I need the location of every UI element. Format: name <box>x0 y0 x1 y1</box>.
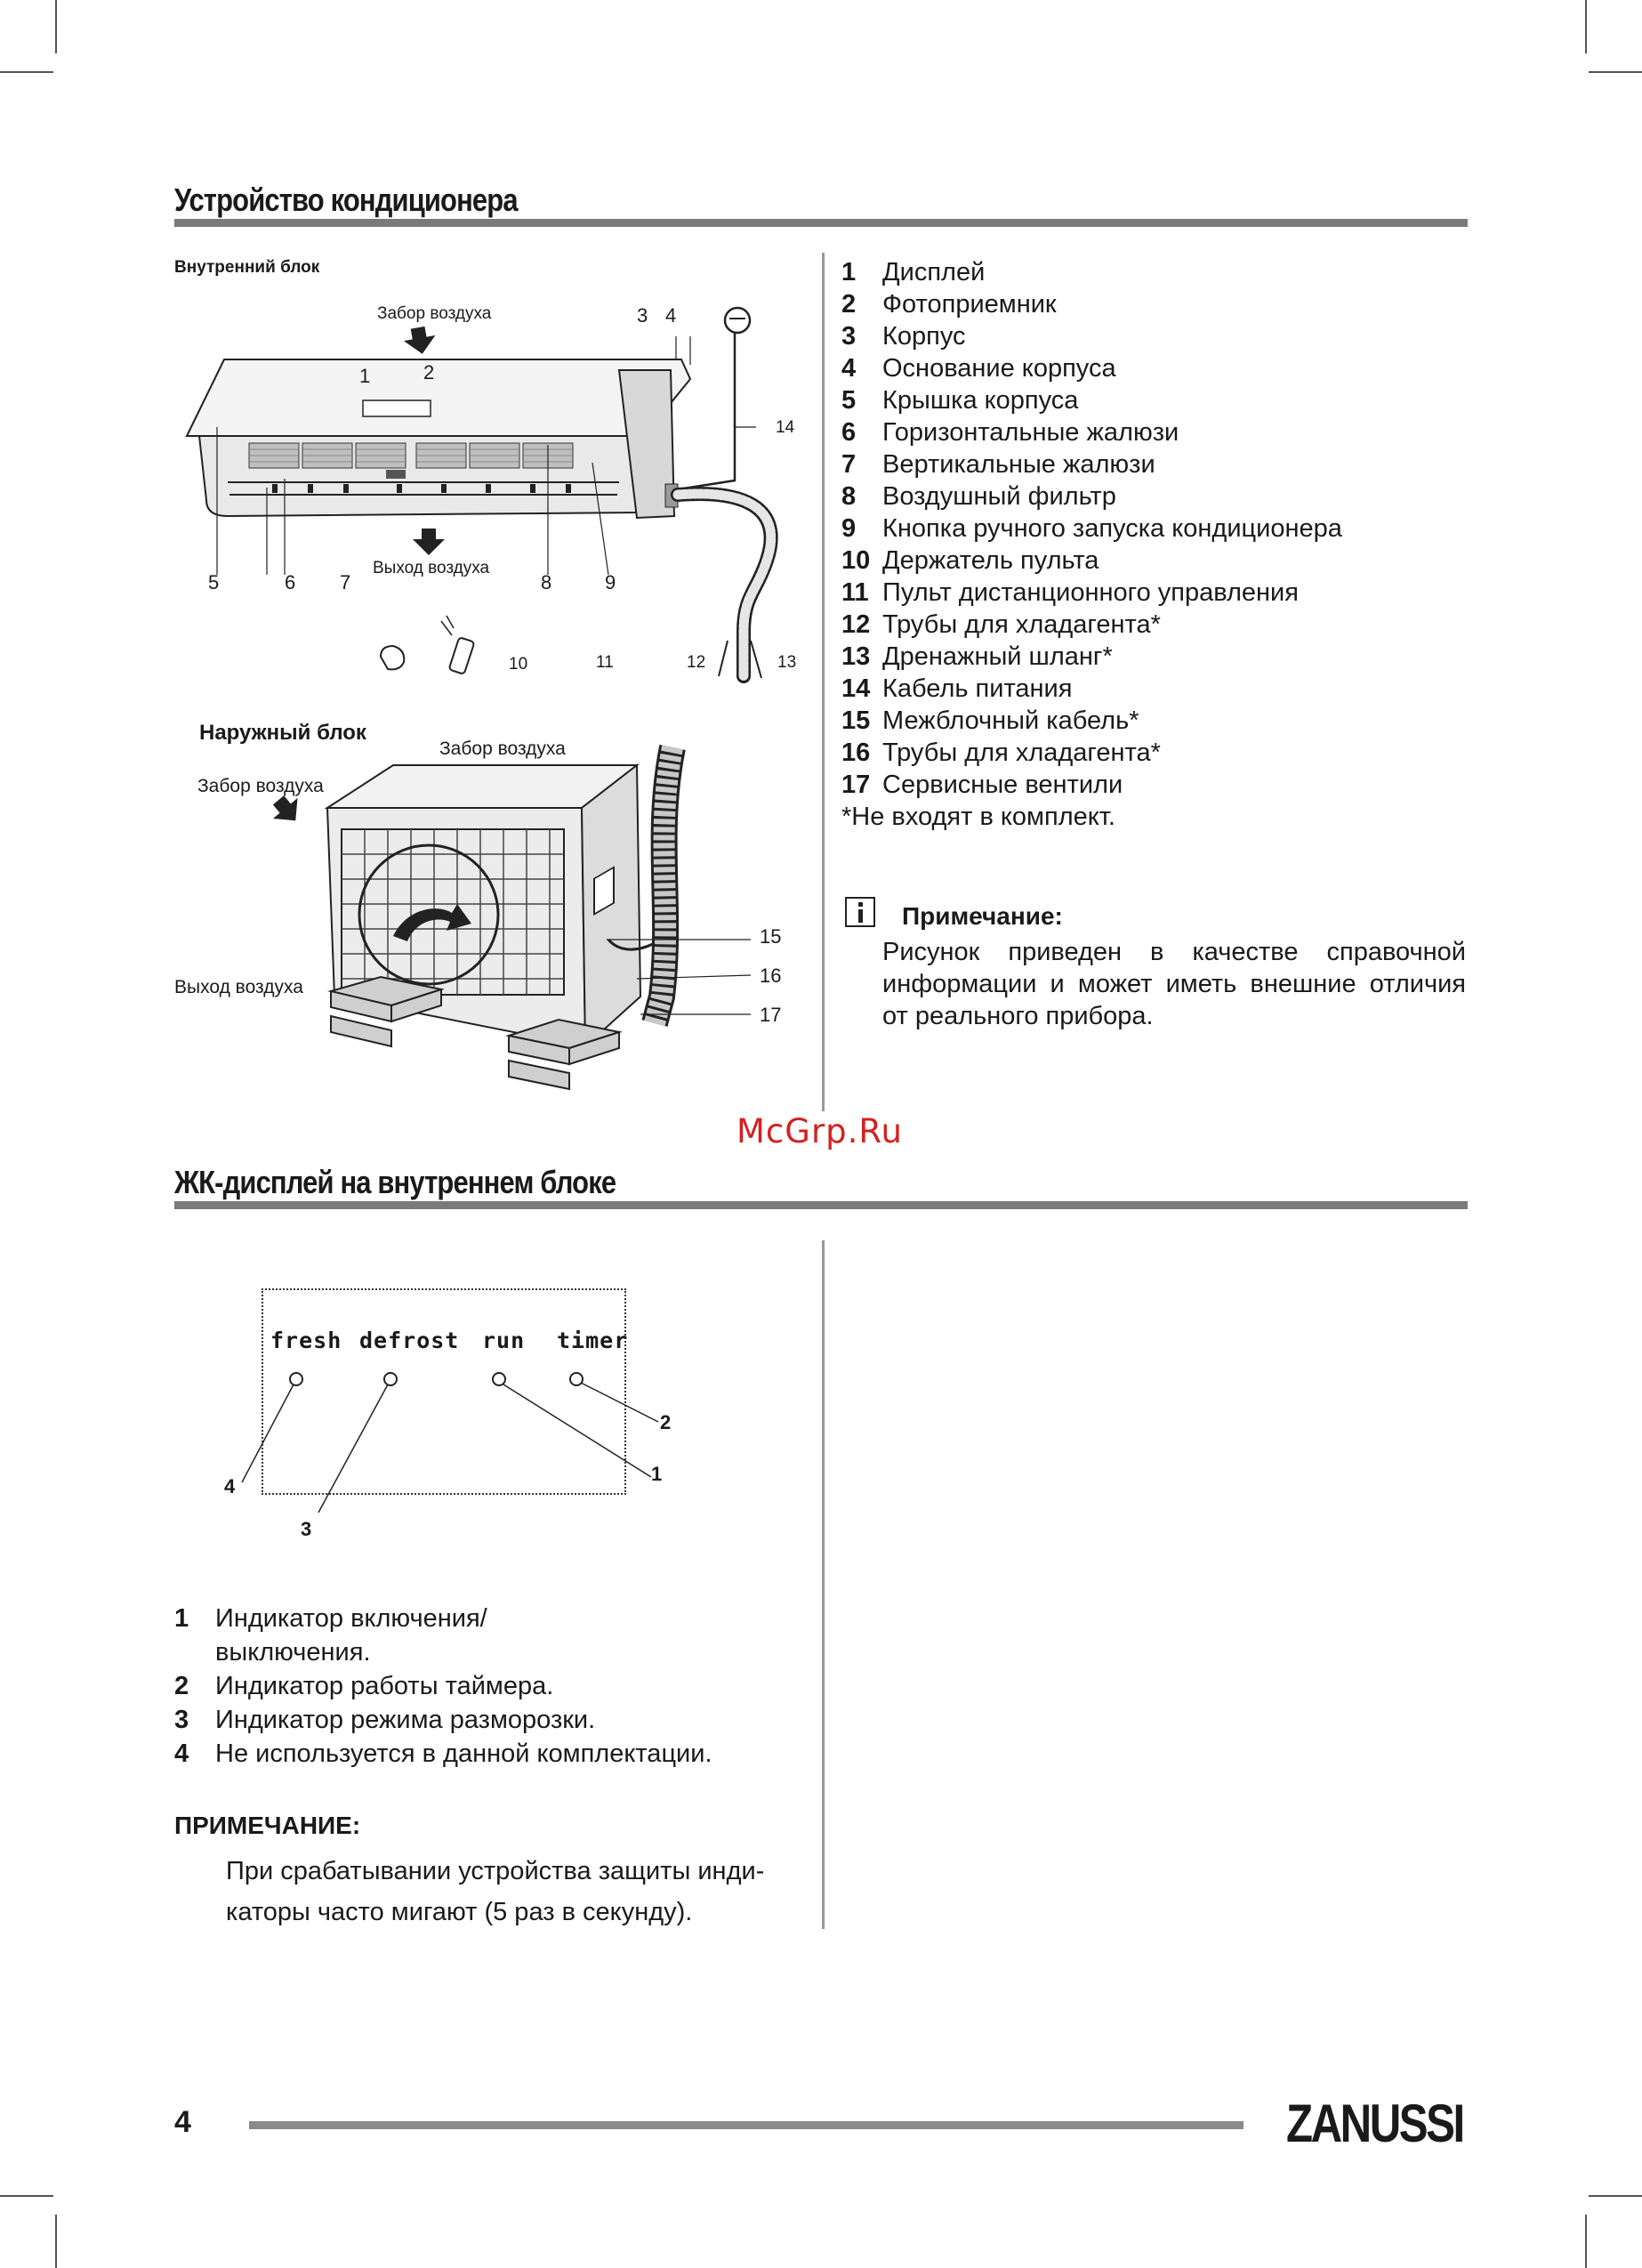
callout-4: 4 <box>665 304 677 327</box>
indicator-timer-led <box>570 1373 583 1385</box>
callout-8: 8 <box>541 571 552 593</box>
lcd-note-line: При срабатывании устройства защиты инди- <box>226 1857 765 1885</box>
crop-mark <box>1589 71 1642 73</box>
callout-1: 1 <box>359 365 371 387</box>
legend-item: 13 Дренажный шланг* <box>841 642 1113 671</box>
note-line: от реального прибора. <box>882 1002 1154 1030</box>
indicator-label-defrost: defrost <box>359 1328 460 1353</box>
callout-17: 17 <box>760 1004 782 1026</box>
legend-footnote: *Не входят в комплект. <box>841 803 1115 831</box>
callout-14: 14 <box>776 418 795 437</box>
drain-hose <box>678 494 771 676</box>
manual-button <box>386 470 406 479</box>
indoor-unit-label: Внутренний блок <box>174 258 320 277</box>
indoor-air-intake-label: Забор воздуха <box>377 304 492 323</box>
lcd-callout-2: 2 <box>660 1411 672 1433</box>
indicator-run-led <box>493 1373 505 1385</box>
watermark: McGrp.Ru <box>736 1112 903 1150</box>
lcd-note-title: ПРИМЕЧАНИЕ: <box>174 1812 361 1839</box>
legend-item: 1 Дисплей <box>841 258 986 287</box>
callout-10: 10 <box>509 655 528 674</box>
legend-item: 10 Держатель пульта <box>841 546 1099 575</box>
column-divider <box>822 1240 825 1929</box>
air-intake-arrow <box>402 325 439 357</box>
outdoor-air-outlet-label: Выход воздуха <box>174 977 303 997</box>
indoor-unit-diagram <box>174 294 815 685</box>
remote-control <box>449 637 475 674</box>
section-rule <box>174 219 1468 227</box>
outdoor-unit-label: Наружный блок <box>199 721 366 745</box>
crop-mark <box>0 2195 53 2197</box>
indicator-label-run: run <box>482 1328 526 1353</box>
note-line: Рисунок приведен в качестве справочной <box>882 938 1466 966</box>
legend-item: 9 Кнопка ручного запуска кондиционера <box>841 514 1342 543</box>
lcd-callout-3: 3 <box>301 1518 312 1540</box>
crop-mark <box>0 71 53 73</box>
section-title-device: Устройство кондиционера <box>174 182 518 218</box>
indicator-label-timer: timer <box>557 1328 629 1353</box>
plug <box>725 308 750 333</box>
crop-mark <box>1589 2195 1642 2197</box>
legend-item: 2 Фотоприемник <box>841 290 1057 319</box>
crop-mark <box>1585 0 1587 53</box>
indicator-fresh-led <box>290 1373 302 1385</box>
legend-item: 4 Основание корпуса <box>841 354 1116 383</box>
lcd-note-body <box>226 1851 764 1933</box>
display-window <box>363 400 431 416</box>
footer-rule <box>249 2121 1244 2129</box>
crop-mark <box>1585 2215 1587 2268</box>
lcd-note-line: каторы часто мигают (5 раз в секунду). <box>226 1898 693 1926</box>
note-title: Примечание: <box>902 902 1063 930</box>
lcd-callout-4: 4 <box>224 1475 236 1497</box>
callout-2: 2 <box>423 361 435 383</box>
legend-item: 12 Трубы для хладагента* <box>841 610 1161 639</box>
indicator-defrost-led <box>384 1373 397 1385</box>
air-outlet-arrow <box>413 529 445 555</box>
legend-item: 11 Пульт дистанционного управления <box>841 578 1299 607</box>
legend-item: 17 Сервисные вентили <box>841 771 1123 799</box>
callout-16: 16 <box>760 965 782 987</box>
legend-item: 15 Межблочный кабель* <box>841 706 1139 735</box>
callout-3: 3 <box>637 304 648 327</box>
outdoor-unit-diagram <box>174 730 815 1103</box>
lcd-leader-lines <box>213 1352 694 1557</box>
column-divider <box>822 253 825 1111</box>
power-cable <box>678 329 735 489</box>
legend-item: 6 Горизонтальные жалюзи <box>841 418 1179 447</box>
remote-holder <box>381 646 404 669</box>
outdoor-air-intake-top-label: Забор воздуха <box>439 739 566 759</box>
brand-logo: ZANUSSI <box>1286 2094 1463 2153</box>
legend-item: 16 Трубы для хладагента* <box>841 739 1161 767</box>
callout-11: 11 <box>596 653 614 672</box>
callout-5: 5 <box>208 571 220 593</box>
info-icon <box>845 897 875 927</box>
legend-item: 7 Вертикальные жалюзи <box>841 450 1155 479</box>
outdoor-air-intake-side-label: Забор воздуха <box>197 776 324 796</box>
callout-7: 7 <box>340 571 351 593</box>
crop-mark <box>55 0 57 53</box>
crop-mark <box>55 2215 57 2268</box>
legend-item: 5 Крышка корпуса <box>841 386 1079 415</box>
callout-6: 6 <box>285 571 296 593</box>
lcd-callout-1: 1 <box>651 1463 663 1485</box>
page-number: 4 <box>174 2105 191 2139</box>
outdoor-side <box>582 765 640 1046</box>
callout-15: 15 <box>760 925 782 948</box>
legend-item: 8 Воздушный фильтр <box>841 482 1116 511</box>
front-cover <box>187 359 690 436</box>
legend-item: 3 Корпус <box>841 322 966 351</box>
section-title-lcd: ЖК-дисплей на внутреннем блоке <box>174 1164 616 1200</box>
indicator-label-fresh: fresh <box>270 1328 342 1353</box>
callout-12: 12 <box>687 653 706 672</box>
note-line: информации и может иметь внешние отличия <box>882 970 1466 998</box>
legend-item: 14 Кабель питания <box>841 674 1073 703</box>
callout-9: 9 <box>605 571 616 593</box>
callout-13: 13 <box>777 653 797 672</box>
section-rule <box>174 1201 1468 1209</box>
note-body <box>882 936 1466 1032</box>
indoor-air-outlet-label: Выход воздуха <box>373 559 490 577</box>
